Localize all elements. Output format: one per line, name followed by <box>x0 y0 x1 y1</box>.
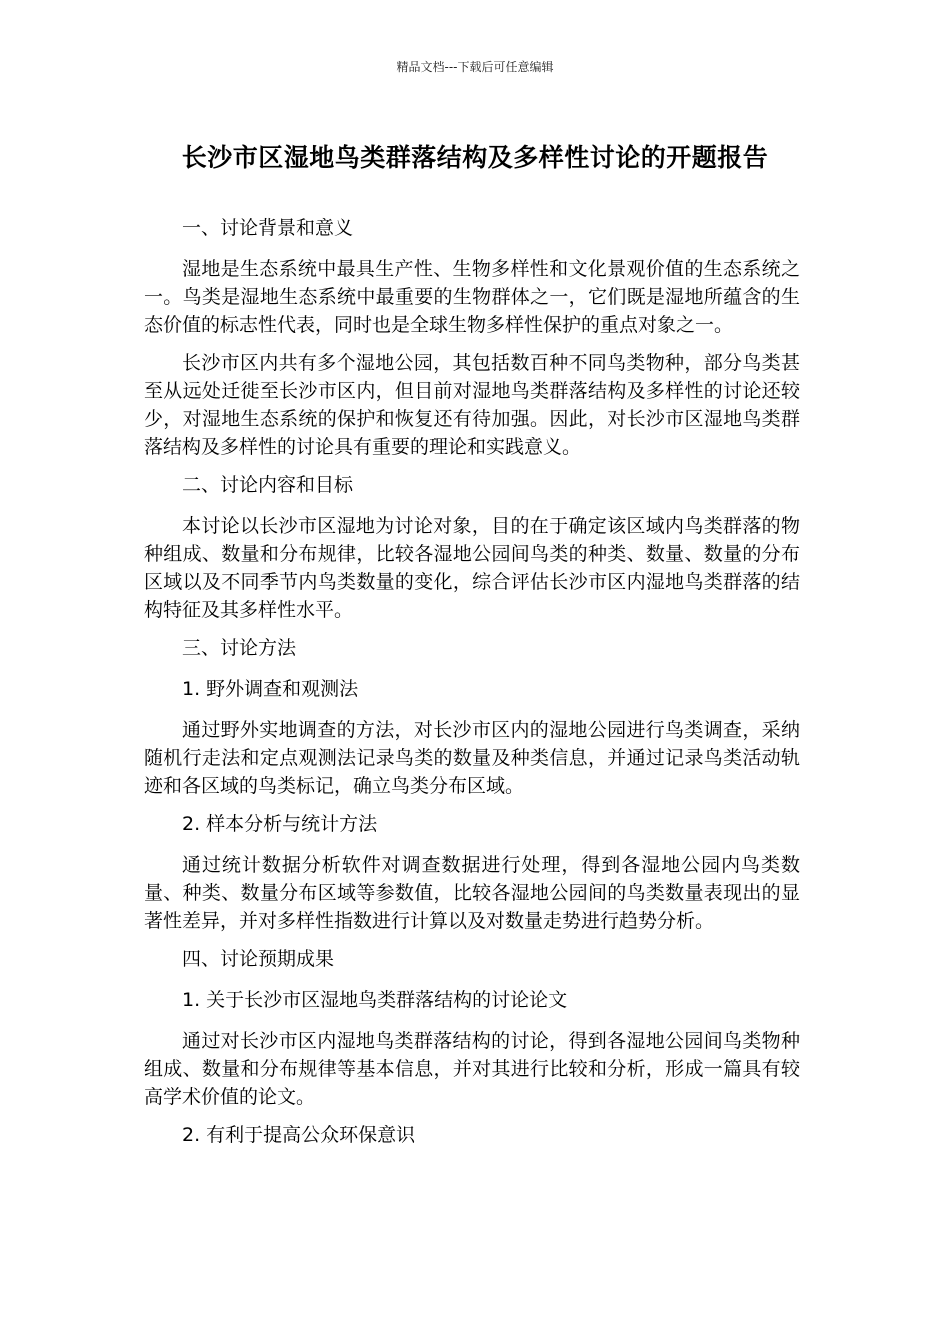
subheading-field-survey: 1. 野外调查和观测法 <box>182 678 359 700</box>
paragraph-paper: 通过对长沙市区内湿地鸟类群落结构的讨论，得到各湿地公园间鸟类物种组成、数量和分布规律等基本信息，并对其进行比较和分析，形成一篇具有较高学术价值的论文。 <box>144 1030 800 1108</box>
subheading-awareness: 2. 有利于提高公众环保意识 <box>182 1124 416 1146</box>
document-title: 长沙市区湿地鸟类群落结构及多样性讨论的开题报告 <box>181 143 769 172</box>
section-heading-content: 二、讨论内容和目标 <box>182 474 354 496</box>
section-heading-outcomes: 四、讨论预期成果 <box>182 948 335 970</box>
paragraph-content: 本讨论以长沙市区湿地为讨论对象，目的在于确定该区域内鸟类群落的物种组成、数量和分布规律，比较各湿地公园间鸟类的种类、数量、数量的分布区域以及不同季节内鸟类数量的变化，综合评估长沙市区内湿地鸟类群落的结构特征及其多样性水平。 <box>144 515 800 621</box>
paragraph-background-1: 湿地是生态系统中最具生产性、生物多样性和文化景观价值的生态系统之一。鸟类是湿地生态系统中最重要的生物群体之一，它们既是湿地所蕴含的生态价值的标志性代表，同时也是全球生物多样性保护的重点对象之一。 <box>144 258 800 336</box>
header-note: 精品文档---下载后可任意编辑 <box>396 60 554 74</box>
paragraph-background-2: 长沙市区内共有多个湿地公园，其包括数百种不同鸟类物种，部分鸟类甚至从远处迁徙至长沙市区内，但目前对湿地鸟类群落结构及多样性的讨论还较少，对湿地生态系统的保护和恢复还有待加强。因此，对长沙市区湿地鸟类群落结构及多样性的讨论具有重要的理论和实践意义。 <box>144 352 800 458</box>
document-body <box>144 214 800 1162</box>
section-heading-methods: 三、讨论方法 <box>182 637 297 659</box>
section-heading-background: 一、讨论背景和意义 <box>182 217 354 239</box>
paragraph-statistics: 通过统计数据分析软件对调查数据进行处理，得到各湿地公园内鸟类数量、种类、数量分布区域等参数值，比较各湿地公园间的鸟类数量表现出的显著性差异，并对多样性指数进行计算以及对数量走势进行趋势分析。 <box>144 854 800 932</box>
subheading-paper: 1. 关于长沙市区湿地鸟类群落结构的讨论论文 <box>182 989 568 1011</box>
subheading-statistics: 2. 样本分析与统计方法 <box>182 813 378 835</box>
paragraph-field-survey: 通过野外实地调查的方法，对长沙市区内的湿地公园进行鸟类调查，采纳随机行走法和定点观测法记录鸟类的数量及种类信息，并通过记录鸟类活动轨迹和各区域的鸟类标记，确立鸟类分布区域。 <box>144 719 800 797</box>
